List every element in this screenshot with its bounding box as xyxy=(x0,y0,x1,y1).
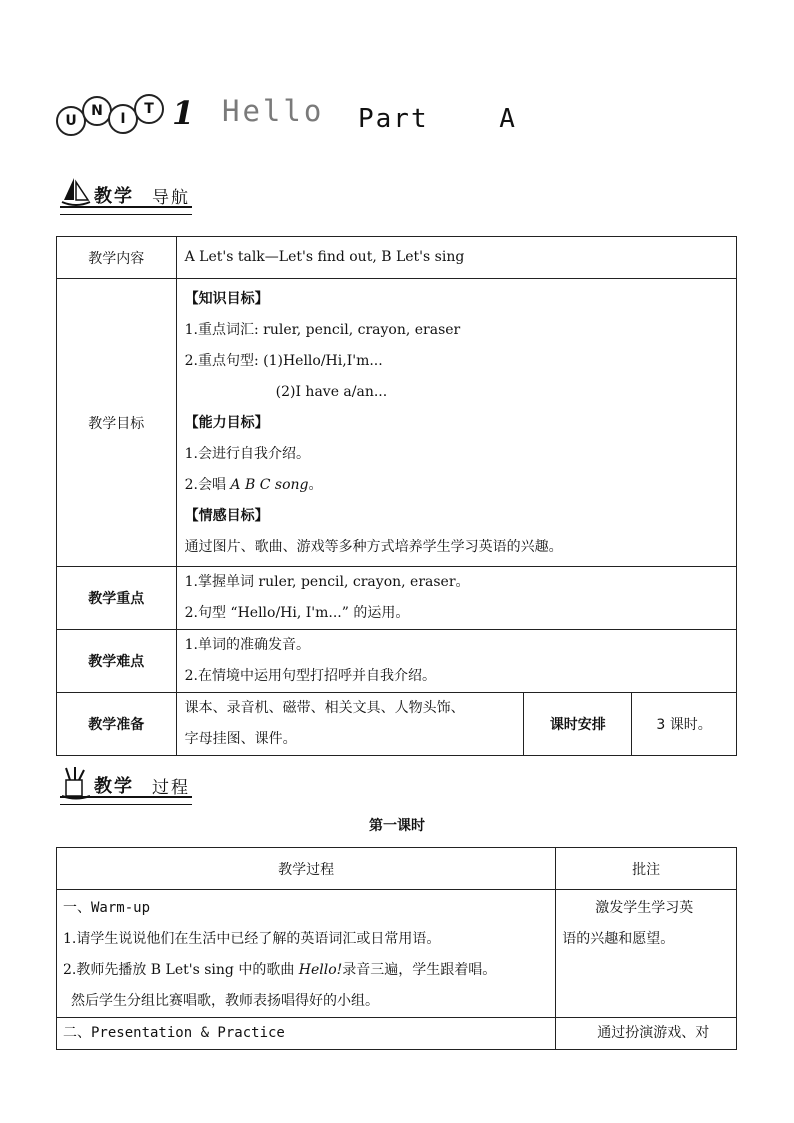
value-content: A Let's talk—Let's find out, B Let's sing xyxy=(176,237,736,279)
value-schedule: 3 课时。 xyxy=(632,693,737,756)
warmup-line-2-suffix: 录音三遍，学生跟着唱。 xyxy=(342,962,497,978)
value-key-points xyxy=(176,567,736,630)
section-nav-rest: 导航 xyxy=(152,188,190,208)
warmup-line-2-prefix: 2.教师先播放 B Let's sing 中的歌曲 xyxy=(63,962,299,978)
pencil-cup-icon xyxy=(60,766,92,800)
row-content xyxy=(57,237,737,279)
warmup-note xyxy=(556,890,737,1018)
teaching-plan-table xyxy=(56,236,737,756)
key-point-1: 1.掌握单词 ruler, pencil, crayon, eraser。 xyxy=(184,574,470,590)
row-preparation xyxy=(57,693,737,756)
presentation-note-1: 通过扮演游戏、对 xyxy=(597,1025,710,1041)
difficulty-2: 2.在情境中运用句型打招呼并自我介绍。 xyxy=(184,668,436,684)
row-key-points xyxy=(57,567,737,630)
label-content: 教学内容 xyxy=(57,237,177,279)
warmup-note-2: 语的兴趣和愿望。 xyxy=(562,931,675,947)
section-process-bold: 教学 xyxy=(94,776,134,797)
lesson-title: 第一课时 xyxy=(369,818,425,834)
warmup-line-3: 然后学生分组比赛唱歌，教师表扬唱得好的小组。 xyxy=(71,993,379,1009)
unit-header xyxy=(56,92,756,142)
value-difficulties xyxy=(176,630,736,693)
warmup-line-2 xyxy=(63,955,547,986)
sailboat-icon xyxy=(60,176,92,210)
abc-song-title: A B C song xyxy=(230,477,309,493)
header-notes: 批注 xyxy=(556,848,737,890)
preparation-line-2: 字母挂图、课件。 xyxy=(184,731,297,747)
section-process-title xyxy=(60,766,200,804)
unit-number: 1 xyxy=(172,94,195,132)
teaching-process-table xyxy=(56,847,737,1050)
preparation-line-1: 课本、录音机、磁带、相关文具、人物头饰、 xyxy=(184,700,465,716)
row-warmup xyxy=(57,890,737,1018)
presentation-content xyxy=(57,1018,556,1050)
label-schedule: 课时安排 xyxy=(524,693,632,756)
presentation-heading: 二、Presentation & Practice xyxy=(63,1025,285,1041)
label-key-points: 教学重点 xyxy=(57,567,177,630)
emotion-heading: 【情感目标】 xyxy=(184,508,269,524)
label-difficulties: 教学难点 xyxy=(57,630,177,693)
row-objectives xyxy=(57,279,737,567)
label-objectives: 教学目标 xyxy=(57,279,177,567)
unit-letter-n: N xyxy=(82,96,112,126)
ability-line-2-prefix: 2.会唱 xyxy=(184,477,231,493)
value-objectives xyxy=(176,279,736,567)
row-presentation xyxy=(57,1018,737,1050)
part-label: Part A xyxy=(358,104,517,134)
ability-line-2-suffix: 。 xyxy=(308,477,323,493)
warmup-heading: 一、Warm-up xyxy=(63,900,151,916)
label-preparation: 教学准备 xyxy=(57,693,177,756)
header-process: 教学过程 xyxy=(57,848,556,890)
knowledge-line-3: (2)I have a/an... xyxy=(275,384,388,400)
emotion-line-1: 通过图片、歌曲、游戏等多种方式培养学生学习英语的兴趣。 xyxy=(184,539,563,555)
knowledge-line-2: 2.重点句型: (1)Hello/Hi,I'm... xyxy=(184,353,383,369)
difficulty-1: 1.单词的准确发音。 xyxy=(184,637,310,653)
warmup-content xyxy=(57,890,556,1018)
key-point-2: 2.句型 “Hello/Hi, I'm...” 的运用。 xyxy=(184,605,410,621)
ability-heading: 【能力目标】 xyxy=(184,415,269,431)
warmup-note-1: 激发学生学习英 xyxy=(595,900,694,916)
unit-letter-i: I xyxy=(108,104,138,134)
knowledge-heading: 【知识目标】 xyxy=(184,291,269,307)
value-preparation xyxy=(176,693,524,756)
process-header-row xyxy=(57,848,737,890)
warmup-line-1: 1.请学生说说他们在生活中已经了解的英语词汇或日常用语。 xyxy=(63,931,441,947)
unit-letter-u: U xyxy=(56,106,86,136)
knowledge-line-1: 1.重点词汇: ruler, pencil, crayon, eraser xyxy=(184,322,461,338)
row-difficulties xyxy=(57,630,737,693)
unit-letter-t: T xyxy=(134,94,164,124)
ability-line-1: 1.会进行自我介绍。 xyxy=(184,446,310,462)
ability-line-2 xyxy=(185,470,728,501)
section-nav-title xyxy=(60,176,200,214)
section-process-rest: 过程 xyxy=(152,778,190,798)
hello-song-title: Hello! xyxy=(298,962,343,978)
unit-title: Hello xyxy=(222,94,325,128)
presentation-note xyxy=(556,1018,737,1050)
section-nav-bold: 教学 xyxy=(94,186,134,207)
